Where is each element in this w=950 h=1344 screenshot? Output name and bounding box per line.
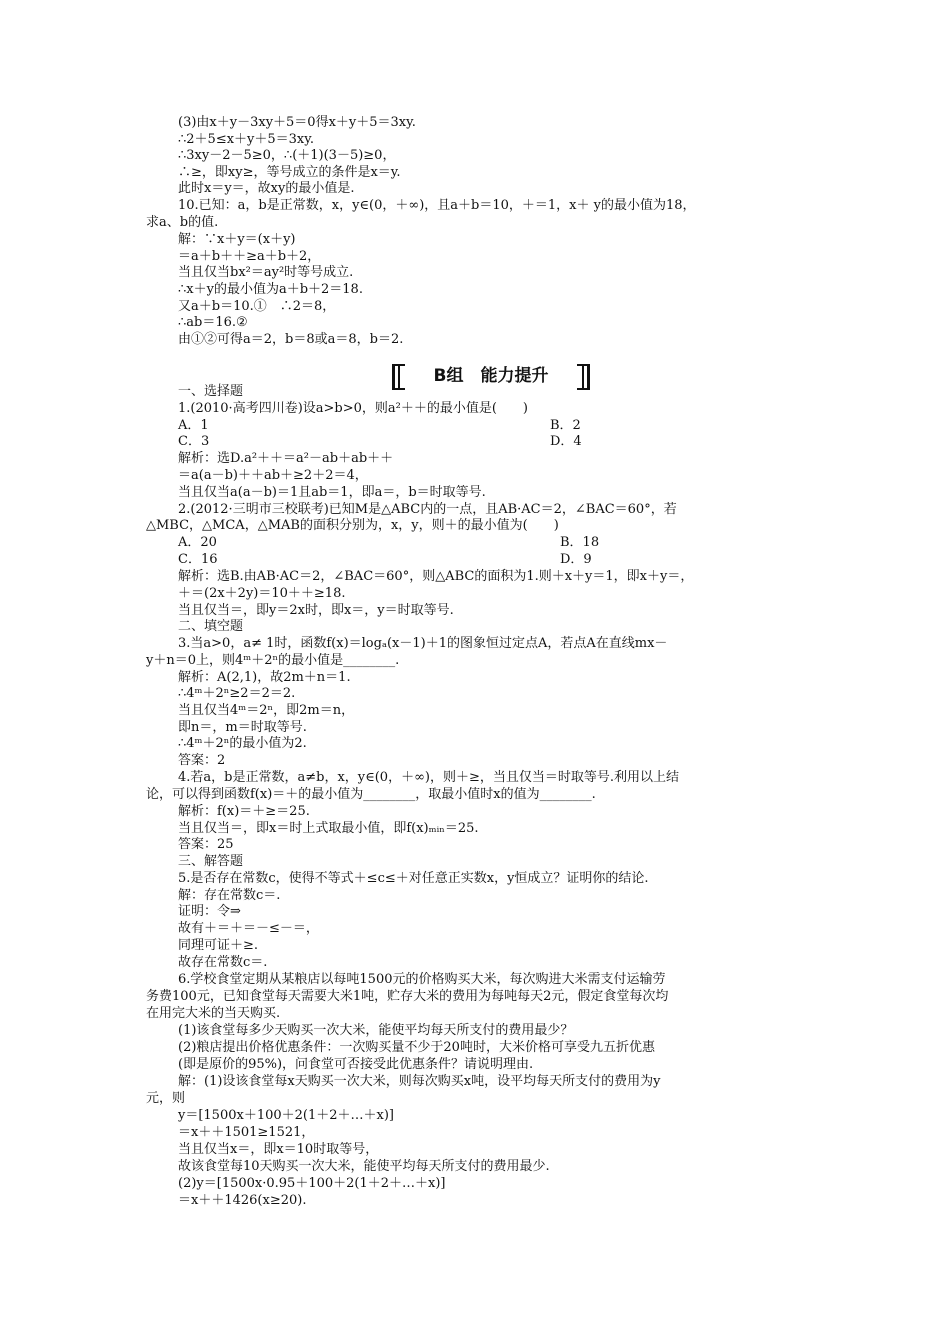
text-line: ＝x＋＋1501≥1521， bbox=[178, 1125, 315, 1140]
banner-title: B组 能力提升 bbox=[433, 366, 549, 386]
text-line: 证明：令⇒ bbox=[178, 904, 241, 919]
text-line: 在用完大米的当天购买. bbox=[146, 1006, 281, 1021]
text-line: ∴≥，即xy≥，等号成立的条件是x＝y. bbox=[178, 165, 401, 180]
text-line: (即是原价的95%)，问食堂可否接受此优惠条件？请说明理由. bbox=[178, 1057, 534, 1072]
text-line: y＝[1500x＋100＋2(1＋2＋…＋x)] bbox=[178, 1108, 395, 1123]
text-line: 三、解答题 bbox=[178, 854, 244, 869]
text-line: ＝a＋b＋＋≥a＋b＋2， bbox=[178, 249, 321, 264]
banner-right-bracket bbox=[577, 364, 590, 390]
text-line: D．4 bbox=[550, 434, 582, 449]
text-line: ∴4ᵐ＋2ⁿ≥2＝2＝2. bbox=[178, 686, 296, 701]
text-line: 由①②可得a＝2，b＝8或a＝8，b＝2. bbox=[178, 332, 404, 347]
text-line: 故存在常数c＝. bbox=[178, 955, 268, 970]
text-line: 5.是否存在常数c，使得不等式＋≤c≤＋对任意正实数x，y恒成立？证明你的结论. bbox=[178, 871, 649, 886]
text-line: 故该食堂每10天购买一次大米，能使平均每天所支付的费用最少. bbox=[178, 1159, 550, 1174]
text-line: 务费100元，已知食堂每天需要大米1吨，贮存大米的费用为每吨每天2元，假定食堂每次均 bbox=[146, 989, 669, 1004]
text-line: 当且仅当4ᵐ＝2ⁿ，即2m＝n， bbox=[178, 703, 355, 718]
text-line: (2)y＝[1500x·0.95＋100＋2(1＋2＋…＋x)] bbox=[178, 1176, 446, 1191]
text-line: 3.当a>0，a≠ 1时，函数f(x)＝logₐ(x－1)＋1的图象恒过定点A，若点A在直线mx－ bbox=[178, 636, 668, 651]
text-line: 解：∵x＋y＝(x＋y) bbox=[178, 232, 296, 247]
text-line: 故有＋＝＋＝－≤－＝， bbox=[178, 921, 319, 936]
text-line: ＝a(a－b)＋＋ab＋≥2＋2＝4， bbox=[178, 468, 368, 483]
banner-left-bar bbox=[398, 364, 400, 388]
text-line: 10.已知：a，b是正常数，x，y∈(0，＋∞)，且a＋b＝10，＋＝1，x＋ y的最小值为18， bbox=[178, 198, 696, 213]
text-line: 解：(1)设该食堂每x天购买一次大米，则每次购买x吨，设平均每天所支付的费用为y bbox=[178, 1074, 661, 1089]
text-line: ∴ab＝16.② bbox=[178, 315, 248, 330]
text-line: 当且仅当x＝，即x＝10时取等号， bbox=[178, 1142, 379, 1157]
text-line: 解：存在常数c＝. bbox=[178, 888, 281, 903]
text-line: 4.若a，b是正常数，a≠b，x，y∈(0，＋∞)，则＋≥，当且仅当＝时取等号.利用以上结 bbox=[178, 770, 680, 785]
text-line: 元，则 bbox=[146, 1091, 186, 1106]
text-line: 解析：f(x)＝＋≥＝25. bbox=[178, 804, 310, 819]
text-line: 当且仅当a(a－b)＝1且ab＝1，即a＝，b＝时取等号. bbox=[178, 485, 486, 500]
text-line: 此时x＝y＝，故xy的最小值是. bbox=[178, 181, 355, 196]
text-line: 解析：选D.a²＋＋＝a²－ab＋ab＋＋ bbox=[178, 451, 394, 466]
text-line: 同理可证＋≥. bbox=[178, 938, 259, 953]
text-line: 当且仅当bx²＝ay²时等号成立. bbox=[178, 265, 354, 280]
text-line: (1)该食堂每多少天购买一次大米，能使平均每天所支付的费用最少？ bbox=[178, 1023, 574, 1038]
text-line: 当且仅当＝，即y＝2x时，即x＝，y＝时取等号. bbox=[178, 603, 454, 618]
text-line: (2)粮店提出价格优惠条件：一次购买量不少于20吨时，大米价格可享受九五折优惠 bbox=[178, 1040, 655, 1055]
section-banner bbox=[392, 364, 590, 388]
text-line: 答案：25 bbox=[178, 837, 234, 852]
text-line: B．18 bbox=[560, 535, 600, 550]
text-line: C．3 bbox=[178, 434, 210, 449]
text-line: B．2 bbox=[550, 418, 581, 433]
text-line: 即n＝，m＝时取等号. bbox=[178, 720, 307, 735]
text-line: 又a＋b＝10.① ∴2＝8， bbox=[178, 299, 336, 314]
text-line: ∴x＋y的最小值为a＋b＋2＝18. bbox=[178, 282, 363, 297]
text-line: △MBC，△MCA，△MAB的面积分别为，x，y，则＋的最小值为( ) bbox=[146, 518, 559, 533]
text-line: ∴3xy－2－5≥0，∴(＋1)(3－5)≥0， bbox=[178, 148, 396, 163]
text-line: C．16 bbox=[178, 552, 218, 567]
text-line: 二、填空题 bbox=[178, 619, 244, 634]
text-line: A．20 bbox=[178, 535, 217, 550]
text-line: (3)由x＋y－3xy＋5＝0得x＋y＋5＝3xy. bbox=[178, 115, 416, 130]
text-line: ＋＝(2x＋2y)＝10＋＋≥18. bbox=[178, 586, 346, 601]
text-line: ＝x＋＋1426(x≥20). bbox=[178, 1193, 307, 1208]
text-line: ∴4ᵐ＋2ⁿ的最小值为2. bbox=[178, 736, 307, 751]
text-line: A．1 bbox=[178, 418, 209, 433]
text-line: 论，可以得到函数f(x)＝＋的最小值为________，取最小值时x的值为________. bbox=[146, 787, 596, 802]
text-line: 求a、b的值. bbox=[146, 215, 219, 230]
text-line: 一、选择题 bbox=[178, 384, 244, 399]
text-line: y＋n＝0上，则4ᵐ＋2ⁿ的最小值是________. bbox=[146, 653, 400, 668]
text-line: 解析：选B.由AB·AC＝2，∠BAC＝60°，则△ABC的面积为1.则＋x＋y＝1，即x＋y＝， bbox=[178, 569, 694, 584]
text-line: 6.学校食堂定期从某粮店以每吨1500元的价格购买大米，每次购进大米需支付运输劳 bbox=[178, 972, 666, 987]
text-line: ∴2＋5≤x＋y＋5＝3xy. bbox=[178, 132, 315, 147]
text-line: 答案：2 bbox=[178, 753, 226, 768]
text-line: 2.(2012·三明市三校联考)已知M是△ABC内的一点，且AB·AC＝2，∠BAC＝60°，若 bbox=[178, 502, 677, 517]
text-line: D．9 bbox=[560, 552, 592, 567]
text-line: 当且仅当＝，即x＝时上式取最小值，即f(x)ₘᵢₙ＝25. bbox=[178, 821, 479, 836]
text-line: 解析：A(2,1)，故2m＋n＝1. bbox=[178, 670, 351, 685]
text-line: 1.(2010·高考四川卷)设a>b>0，则a²＋＋的最小值是( ) bbox=[178, 401, 528, 416]
